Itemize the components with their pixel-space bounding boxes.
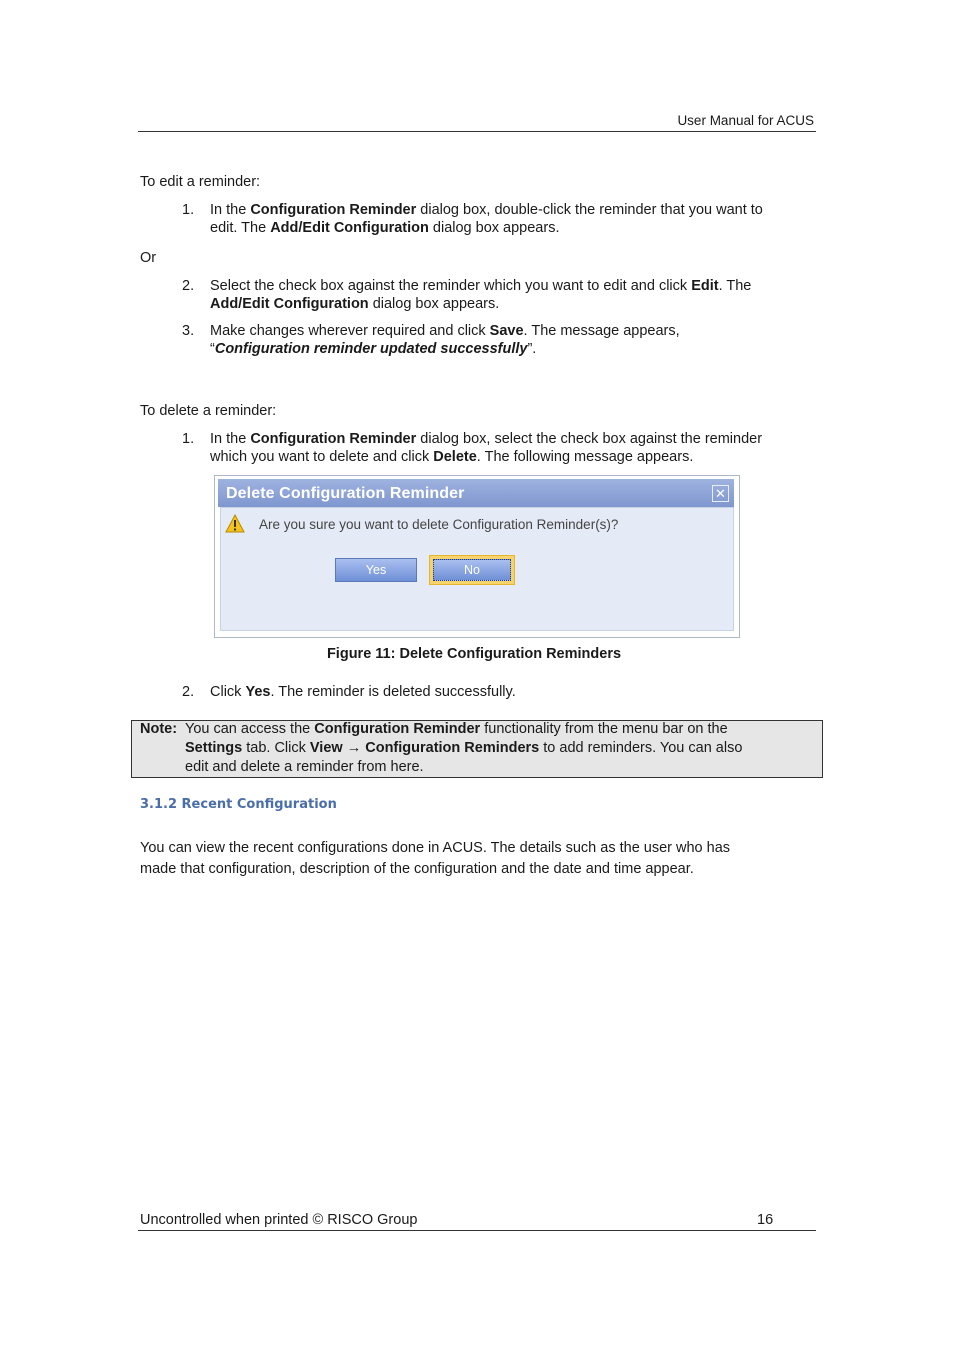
step-text: In the Configuration Reminder dialog box, select the check box against the reminder which you want to delete and click Delete. The following message appears. bbox=[210, 431, 763, 465]
step-number: 1. bbox=[182, 431, 195, 447]
note-text: You can access the Configuration Reminder functionality from the menu bar on the Settings tab. Click View → Configuration Reminders to add reminders. You can also edit and delete a reminder from here. bbox=[185, 721, 743, 775]
step-number: 3. bbox=[182, 323, 195, 339]
step-number: 2. bbox=[182, 684, 195, 700]
warning-icon bbox=[225, 514, 245, 534]
footer-copyright: Uncontrolled when printed © RISCO Group bbox=[140, 1212, 418, 1228]
step-text: Click Yes. The reminder is deleted successfully. bbox=[210, 684, 516, 700]
figure-caption: Figure 11: Delete Configuration Reminders bbox=[326, 646, 622, 662]
dialog-message: Are you sure you want to delete Configuration Reminder(s)? bbox=[259, 517, 619, 532]
step-text: In the Configuration Reminder dialog box, double-click the reminder that you want to edit. The Add/Edit Configuration dialog box appears. bbox=[210, 202, 763, 236]
page-number: 16 bbox=[757, 1212, 774, 1228]
delete-step-2 bbox=[182, 683, 812, 703]
dialog-title: Delete Configuration Reminder bbox=[226, 485, 465, 502]
edit-intro: To edit a reminder: bbox=[140, 174, 261, 190]
or-text: Or bbox=[140, 250, 157, 266]
edit-step-2 bbox=[182, 277, 812, 317]
delete-intro: To delete a reminder: bbox=[140, 403, 277, 419]
delete-step-1 bbox=[182, 430, 812, 470]
header-rule bbox=[138, 131, 816, 132]
no-button[interactable]: No bbox=[433, 559, 511, 581]
step-text: Make changes wherever required and click Save. The message appears, “Configuration reminder updated successfully”. bbox=[210, 323, 680, 357]
footer-rule bbox=[138, 1230, 816, 1231]
step-number: 1. bbox=[182, 202, 195, 218]
note-label: Note: bbox=[140, 721, 178, 737]
edit-step-3 bbox=[182, 322, 812, 362]
close-icon[interactable]: ✕ bbox=[712, 485, 729, 502]
section-heading: 3.1.2 Recent Configuration bbox=[140, 797, 337, 812]
yes-button[interactable]: Yes bbox=[335, 558, 417, 582]
section-body: You can view the recent configurations done in ACUS. The details such as the user who has made that configuration, description of the configuration and the date and time appear. bbox=[140, 840, 731, 877]
step-number: 2. bbox=[182, 278, 195, 294]
step-text: Select the check box against the reminder which you want to edit and click Edit. The Add/Edit Configuration dialog box appears. bbox=[210, 278, 752, 312]
running-header: User Manual for ACUS bbox=[677, 113, 814, 128]
edit-step-1 bbox=[182, 201, 812, 241]
